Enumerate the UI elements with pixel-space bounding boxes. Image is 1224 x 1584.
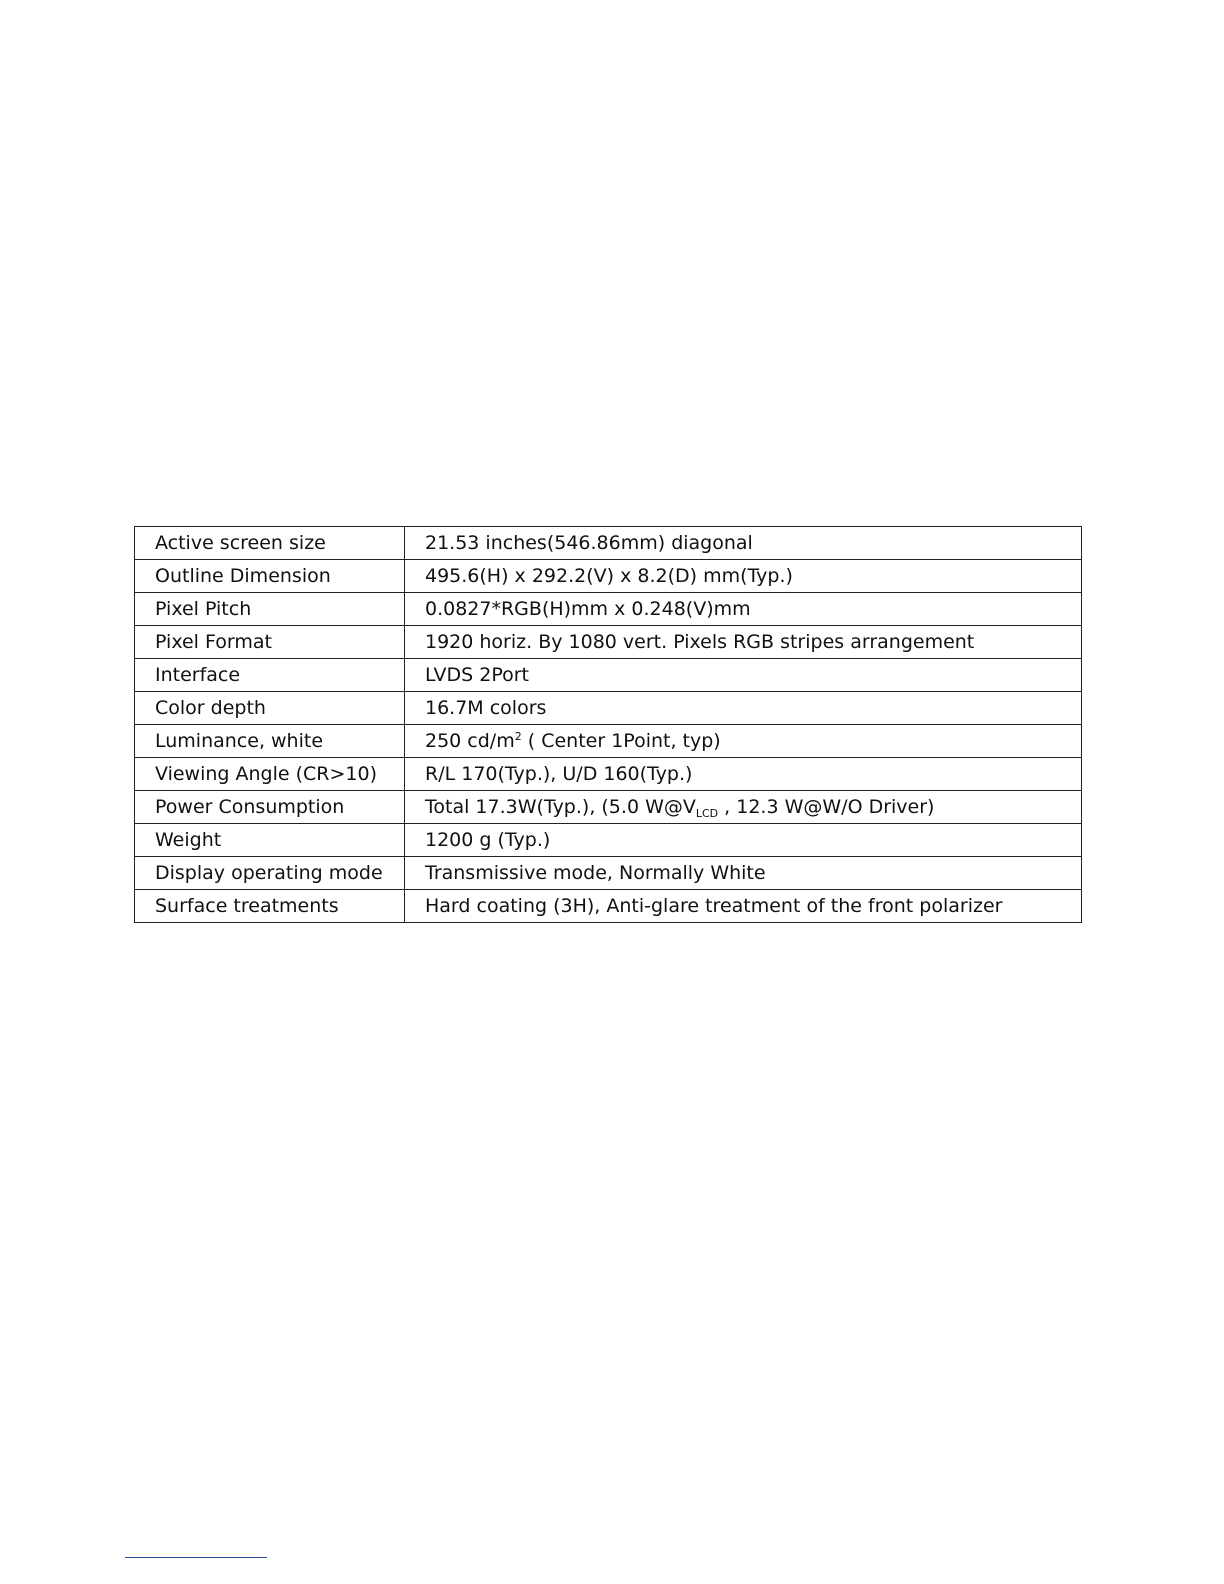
table-row [135, 692, 1082, 725]
spec-label: Color depth [135, 692, 405, 725]
spec-label: Outline Dimension [135, 560, 405, 593]
footnote-divider [125, 1557, 267, 1558]
table-row [135, 758, 1082, 791]
spec-value: LVDS 2Port [405, 659, 1082, 692]
spec-label: Viewing Angle (CR>10) [135, 758, 405, 791]
table-row [135, 791, 1082, 824]
spec-value-text: ( Center 1Point, typ) [521, 730, 721, 752]
table-row [135, 626, 1082, 659]
spec-value: 495.6(H) x 292.2(V) x 8.2(D) mm(Typ.) [405, 560, 1082, 593]
table-row [135, 659, 1082, 692]
spec-value: 1200 g (Typ.) [405, 824, 1082, 857]
spec-value: 21.53 inches(546.86mm) diagonal [405, 527, 1082, 560]
spec-value-text: Total 17.3W(Typ.), (5.0 W@V [425, 796, 696, 818]
spec-label: Luminance, white [135, 725, 405, 758]
spec-label: Interface [135, 659, 405, 692]
table-row [135, 593, 1082, 626]
table-row [135, 725, 1082, 758]
table-row [135, 890, 1082, 923]
subscript-text: LCD [695, 807, 719, 820]
spec-label: Active screen size [135, 527, 405, 560]
table-row [135, 560, 1082, 593]
table-row [135, 527, 1082, 560]
spec-value: Hard coating (3H), Anti-glare treatment of the front polarizer [405, 890, 1082, 923]
spec-label: Pixel Pitch [135, 593, 405, 626]
spec-value-text: 250 cd/m [425, 730, 515, 752]
superscript-text: 2 [514, 730, 522, 743]
spec-label: Surface treatments [135, 890, 405, 923]
spec-value: 0.0827*RGB(H)mm x 0.248(V)mm [405, 593, 1082, 626]
table-row [135, 857, 1082, 890]
spec-label: Weight [135, 824, 405, 857]
spec-label: Power Consumption [135, 791, 405, 824]
spec-value [405, 791, 1082, 824]
spec-value: 16.7M colors [405, 692, 1082, 725]
spec-value: Transmissive mode, Normally White [405, 857, 1082, 890]
table-row [135, 824, 1082, 857]
spec-value: 1920 horiz. By 1080 vert. Pixels RGB stripes arrangement [405, 626, 1082, 659]
spec-value [405, 725, 1082, 758]
specifications-table [134, 526, 1082, 923]
spec-label: Pixel Format [135, 626, 405, 659]
spec-label: Display operating mode [135, 857, 405, 890]
spec-value: R/L 170(Typ.), U/D 160(Typ.) [405, 758, 1082, 791]
spec-value-text: , 12.3 W@W/O Driver) [718, 796, 935, 818]
